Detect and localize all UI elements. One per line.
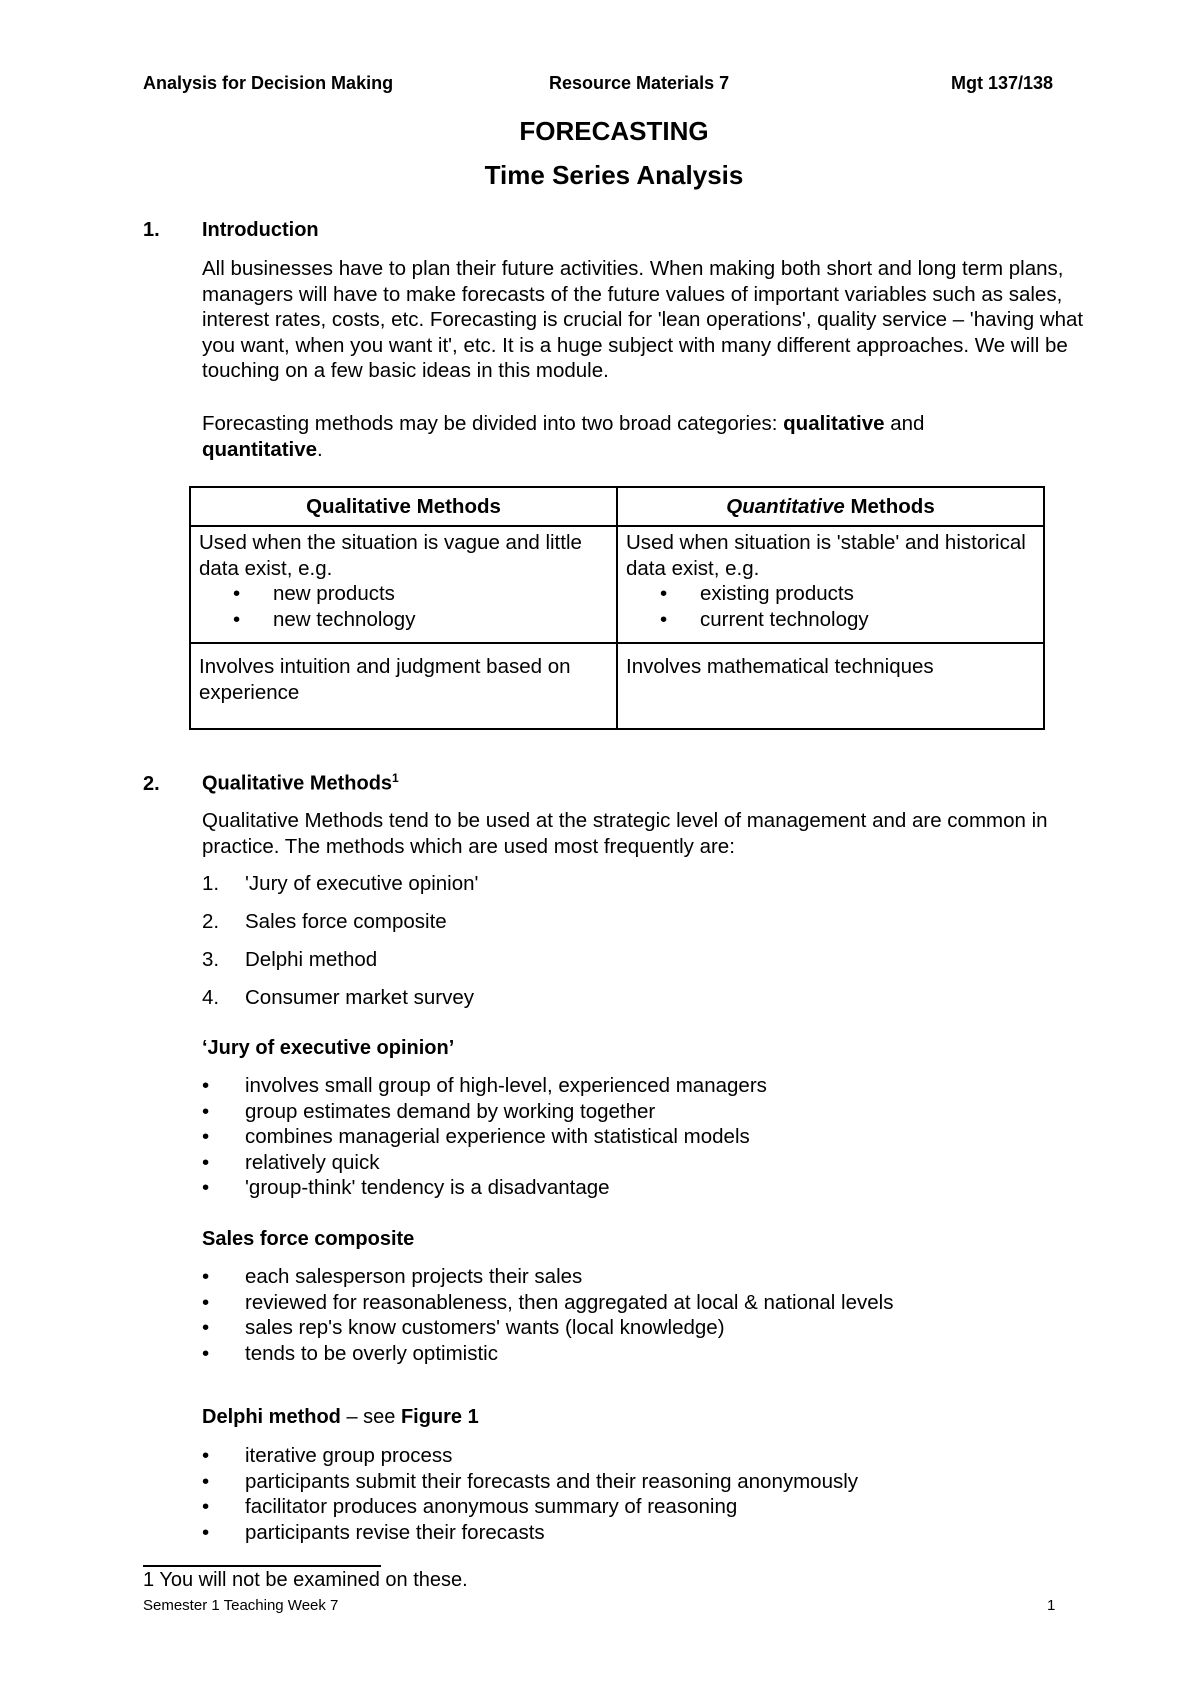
list-item: • involves small group of high-level, experienced managers [202,1073,767,1099]
footer-semester: Semester 1 Teaching Week 7 [143,1597,339,1614]
categories-text [202,411,1102,462]
figure-reference: Figure 1 [400,1406,479,1428]
footnote-divider [143,1565,381,1567]
table-header-quantitative [617,487,1044,526]
intro-text: All businesses have to plan their future activities. When making both short and long term plans, managers will have to make forecasts of the future values of important variables such as sales, interest rates, costs, etc. Forecasting is crucial for 'lean operations', quality service – 'having what you want, when you want it', etc. It is a huge subject with many different approaches. We will be touching on a few basic ideas in this module. [202,257,1084,382]
list-item: • 'group-think' tendency is a disadvantage [202,1175,767,1201]
jury-bullet-list [202,1073,767,1201]
page-subtitle: Time Series Analysis [484,160,744,190]
salesforce-heading: Sales force composite [202,1228,415,1250]
page-title: FORECASTING [519,116,709,146]
table-row [190,643,1044,729]
table-bullet-list [199,581,608,632]
qualitative-methods-list [202,872,478,1024]
table-header-quantitative-rest: Methods [844,494,935,518]
section-2-text: Qualitative Methods tend to be used at the strategic level of management and are common in practice. The methods which are used most frequently are: [202,809,1048,858]
section-1-categories-paragraph [202,411,1102,462]
list-item: • each salesperson projects their sales [202,1264,893,1290]
methods-comparison-table [189,486,1045,730]
footnote-reference: 1 [392,771,399,785]
list-item: 2. Sales force composite [202,910,447,933]
section-1-heading: Introduction [202,219,319,241]
delphi-bullet-list [202,1443,858,1545]
delphi-heading-mid: – see [340,1406,401,1428]
table-cell-quantitative-basis: Involves mathematical techniques [617,643,1044,729]
list-item: • participants submit their forecasts and their reasoning anonymously [202,1469,858,1495]
list-item: • participants revise their forecasts [202,1520,858,1546]
section-2-heading [202,771,399,796]
section-2-number: 2. [143,773,160,795]
list-item: • tends to be overly optimistic [202,1341,893,1367]
salesforce-bullet-list [202,1264,893,1366]
section-2-heading-text: Qualitative Methods [202,772,393,795]
categories-end: . [317,437,323,461]
footer-page-number: 1 [1047,1597,1056,1614]
list-item: • relatively quick [202,1150,767,1176]
header-resource-title: Resource Materials 7 [549,73,730,93]
list-item: • combines managerial experience with statistical models [202,1124,767,1150]
delphi-heading-text: Delphi method [202,1406,341,1428]
table-cell-qualitative-basis: Involves intuition and judgment based on experience [190,643,617,729]
jury-heading: ‘Jury of executive opinion’ [202,1037,455,1059]
section-1-number: 1. [143,219,160,241]
delphi-heading [202,1406,479,1429]
table-cell-qualitative-usage [190,526,617,643]
list-item: • reviewed for reasonableness, then aggregated at local & national levels [202,1290,893,1316]
list-item: 3. Delphi method [202,948,378,971]
table-cell-quantitative-usage [617,526,1044,643]
table-header-row [190,487,1044,526]
table-cell-text: Used when the situation is vague and little data exist, e.g. [199,531,582,580]
table-bullet: • new products [199,581,608,607]
table-cell-text: Used when situation is 'stable' and historical data exist, e.g. [626,531,1026,580]
table-header-quantitative-italic: Quantitative [726,494,845,518]
table-bullet: • new technology [199,607,608,633]
list-item: • sales rep's know customers' wants (local knowledge) [202,1315,893,1341]
table-header-qualitative: Qualitative Methods [190,487,617,526]
header-course-code: Mgt 137/138 [951,73,1054,93]
list-item: 1. 'Jury of executive opinion' [202,872,479,895]
table-bullet-list [626,581,1035,632]
categories-and: and [884,412,925,435]
table-bullet: • existing products [626,581,1035,607]
list-item: • group estimates demand by working together [202,1099,767,1125]
list-item: 4. Consumer market survey [202,986,474,1009]
section-2-paragraph [202,808,1102,859]
category-qualitative: qualitative [783,412,885,435]
categories-intro: Forecasting methods may be divided into two broad categories: [202,412,784,435]
header-course-title: Analysis for Decision Making [143,73,394,93]
section-1-intro-paragraph [202,256,1102,384]
table-row [190,526,1044,643]
footnote-text: 1 You will not be examined on these. [143,1569,468,1591]
list-item: • facilitator produces anonymous summary of reasoning [202,1494,858,1520]
list-item: • iterative group process [202,1443,858,1469]
table-bullet: • current technology [626,607,1035,633]
category-quantitative: quantitative [202,437,318,461]
